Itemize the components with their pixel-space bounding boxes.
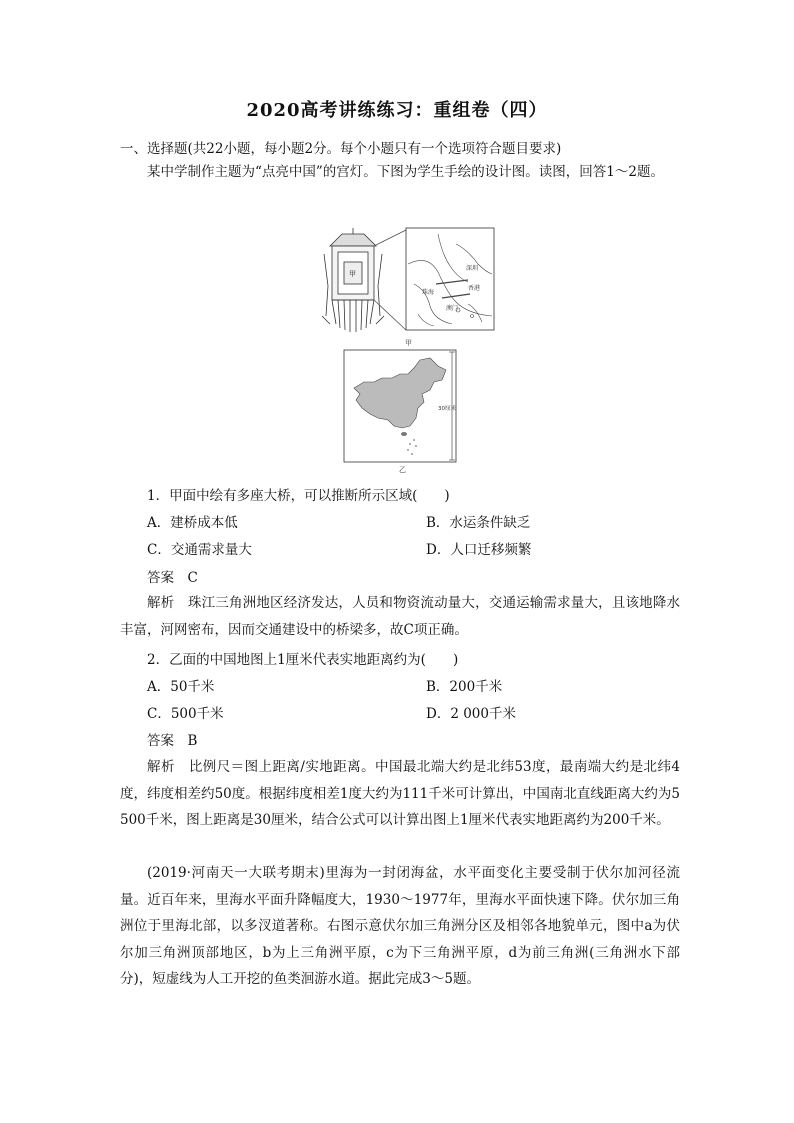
lantern-drawing: [322, 228, 406, 332]
delta-map-frame: [406, 228, 494, 330]
q1-option-c: C．交通需求量大: [147, 542, 252, 558]
q1-analysis: 解析 珠江三角洲地区经济发达，人员和物资流动量大，交通运输需求量大，且该地降水丰富，河网密布，因而交通建设中的桥梁多，故C项正确。: [120, 595, 680, 638]
label-zhuhai: 珠海: [422, 289, 435, 296]
q1-option-a: A．建桥成本低: [147, 515, 238, 531]
label-shenzhen: 深圳: [466, 265, 479, 272]
q2-answer: 答案 B: [147, 733, 198, 749]
figure-jia: [318, 224, 500, 349]
q2-option-d: D．2 000千米: [426, 706, 516, 722]
question-intro: 某中学制作主题为“点亮中国”的宫灯。下图为学生手绘的设计图。读图，回答1～2题。: [147, 164, 664, 180]
q2-analysis: 解析 比例尺＝图上距离/实地距离。中国最北端大约是北纬53度，最南端大约是北纬4度，纬度相差约50度。根据纬度相差1度大约为111千米可计算出，中国南北直线距离大约为5 500千米，图上距离是30厘米，结合公式可以计算出图上1厘米代表实地距离约为200千米。: [120, 759, 680, 828]
q1-stem: 1．甲面中绘有多座大桥，可以推断所示区域( ): [147, 488, 450, 504]
label-aomen: 澳门: [446, 305, 459, 312]
q3-5-intro: (2019·河南天一大联考期末)里海为一封闭海盆，水平面变化主要受制于伏尔加河径流量。近百年来，里海水平面升降幅度大，1930～1977年，里海水平面快速下降。伏尔加三角洲位于里海北部，以多汊道著称。右图示意伏尔加三角洲分区及相邻各地貌单元，图中a为伏尔加三角洲顶部地区，b为上三角洲平原，c为下三角洲平原，d为前三角洲(三角洲水下部分)，短虚线为人工开挖的鱼类洄游水道。据此完成3～5题。: [120, 865, 680, 987]
label-xianggang: 香港: [468, 285, 481, 292]
scale-label: 30厘米: [438, 406, 456, 412]
q2-option-b: B．200千米: [426, 679, 503, 695]
section-heading: 一、选择题(共22小题，每小题2分。每个小题只有一个选项符合题目要求): [120, 141, 562, 157]
figure-yi-caption: 乙: [399, 466, 406, 474]
figure-jia-caption: 甲: [405, 339, 412, 347]
page-title: 2020高考讲练练习：重组卷（四）: [246, 100, 548, 121]
q1-option-d: D．人口迁移频繁: [426, 542, 532, 558]
q2-option-a: A．50千米: [147, 679, 215, 695]
q2-stem: 2．乙面的中国地图上1厘米代表实地距离约为( ): [147, 652, 459, 668]
lantern-inner-label: 甲: [349, 270, 356, 278]
q1-answer: 答案 C: [147, 570, 198, 586]
q2-option-c: C．500千米: [147, 706, 224, 722]
q1-option-b: B．水运条件缺乏: [426, 515, 531, 531]
figure-yi: [342, 348, 466, 474]
